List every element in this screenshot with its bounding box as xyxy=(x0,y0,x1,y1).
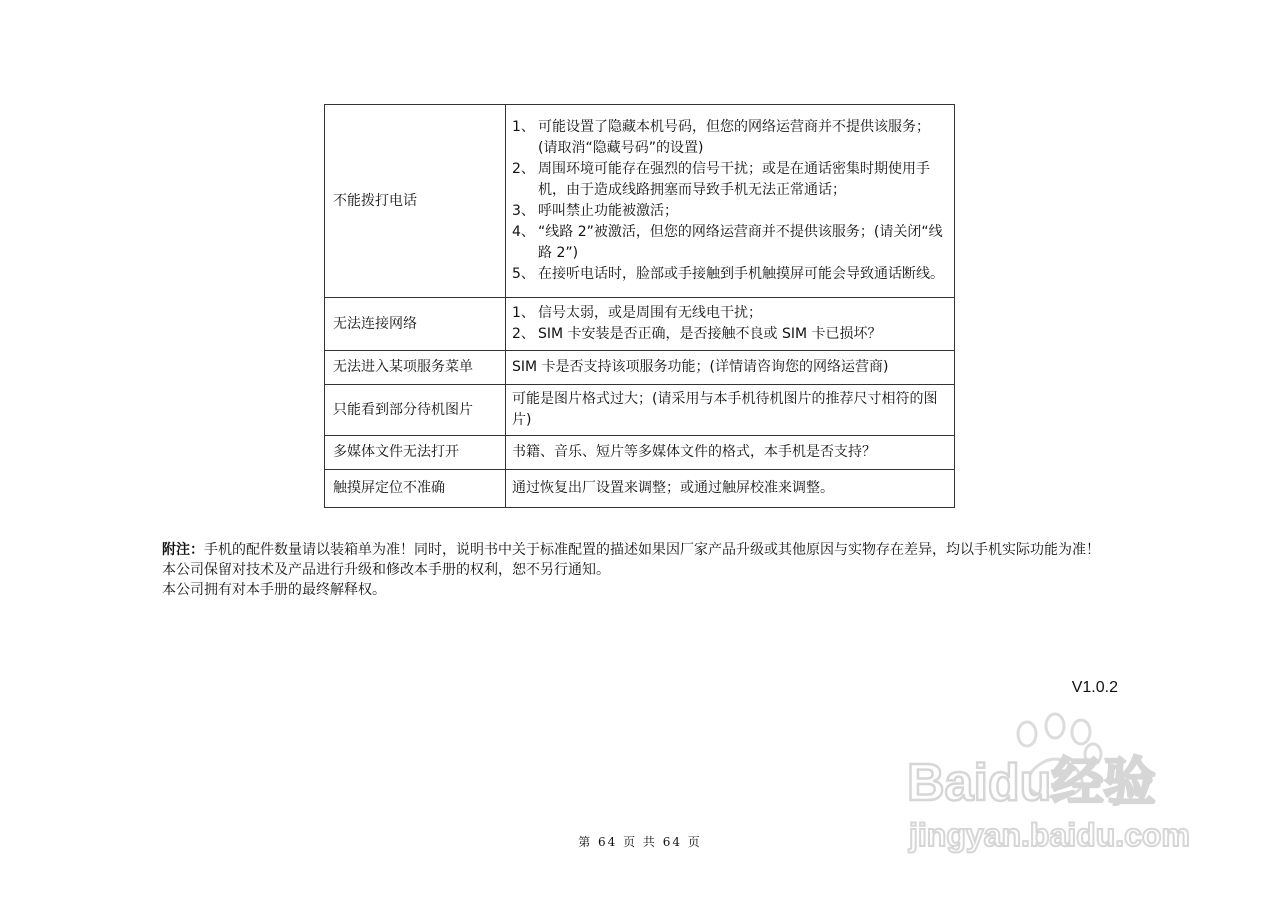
table-row xyxy=(325,470,955,508)
solution-item xyxy=(512,117,948,159)
item-number: 2、 xyxy=(512,326,535,342)
solution-cell: SIM 卡是否支持该项服务功能；(详情请咨询您的网络运营商) xyxy=(506,351,955,385)
item-text: SIM 卡安装是否正确，是否接触不良或 SIM 卡已损坏？ xyxy=(538,326,882,342)
item-text: “线路 2”被激活，但您的网络运营商并不提供该服务；(请关闭“线路 2”) xyxy=(538,224,943,261)
table-row xyxy=(325,351,955,385)
item-number: 4、 xyxy=(512,224,535,240)
note-text: 手机的配件数量请以装箱单为准！同时，说明书中关于标准配置的描述如果因厂家产品升级或其他原因与实物存在差异，均以手机实际功能为准！ xyxy=(204,542,1100,558)
item-number: 1、 xyxy=(512,119,535,135)
watermark-url: jingyan.baidu.com xyxy=(909,817,1190,853)
problem-cell: 无法进入某项服务菜单 xyxy=(325,351,506,385)
version-label: V1.0.2 xyxy=(1071,679,1118,696)
solution-item xyxy=(512,264,948,285)
solution-item xyxy=(512,159,948,201)
troubleshooting-table xyxy=(324,104,955,508)
notes-section xyxy=(162,540,1122,600)
table-row xyxy=(325,105,955,298)
problem-cell: 无法连接网络 xyxy=(325,298,506,351)
solution-item xyxy=(512,201,948,222)
note-label: 附注： xyxy=(162,542,204,558)
item-text: 信号太弱，或是周围有无线电干扰； xyxy=(538,305,762,321)
solution-cell: 通过恢复出厂设置来调整；或通过触屏校准来调整。 xyxy=(506,470,955,508)
problem-cell: 只能看到部分待机图片 xyxy=(325,385,506,436)
baidu-paw-logo-icon xyxy=(905,712,1205,862)
solution-cell: 书籍、音乐、短片等多媒体文件的格式，本手机是否支持？ xyxy=(506,436,955,470)
table-row xyxy=(325,385,955,436)
solution-item xyxy=(512,222,948,264)
solution-cell: 可能是图片格式过大；(请采用与本手机待机图片的推荐尺寸相符的图片) xyxy=(506,385,955,436)
item-text: 呼叫禁止功能被激活； xyxy=(538,203,678,219)
problem-cell: 不能拨打电话 xyxy=(325,105,506,298)
problem-cell: 触摸屏定位不准确 xyxy=(325,470,506,508)
solution-item xyxy=(512,324,948,345)
note-paragraph xyxy=(162,540,1122,560)
item-text: 周围环境可能存在强烈的信号干扰；或是在通话密集时期使用手机，由于造成线路拥塞而导致手机无法正常通话； xyxy=(538,161,930,198)
item-number: 1、 xyxy=(512,305,535,321)
note-paragraph: 本公司拥有对本手册的最终解释权。 xyxy=(162,582,386,598)
watermark-brand: Baidu经验 xyxy=(907,754,1156,812)
page-footer: 第 64 页 共 64 页 xyxy=(578,835,702,849)
baidu-watermark xyxy=(905,712,1205,862)
solution-cell xyxy=(506,298,955,351)
solution-cell xyxy=(506,105,955,298)
problem-cell: 多媒体文件无法打开 xyxy=(325,436,506,470)
table-row xyxy=(325,436,955,470)
item-text: 在接听电话时，脸部或手接触到手机触摸屏可能会导致通话断线。 xyxy=(538,266,944,282)
item-number: 3、 xyxy=(512,203,535,219)
note-paragraph: 本公司保留对技术及产品进行升级和修改本手册的权利，恕不另行通知。 xyxy=(162,562,610,578)
table-row xyxy=(325,298,955,351)
solution-item xyxy=(512,303,948,324)
item-text: 可能设置了隐藏本机号码，但您的网络运营商并不提供该服务；(请取消“隐藏号码”的设置) xyxy=(538,119,930,156)
item-number: 2、 xyxy=(512,161,535,177)
item-number: 5、 xyxy=(512,266,535,282)
